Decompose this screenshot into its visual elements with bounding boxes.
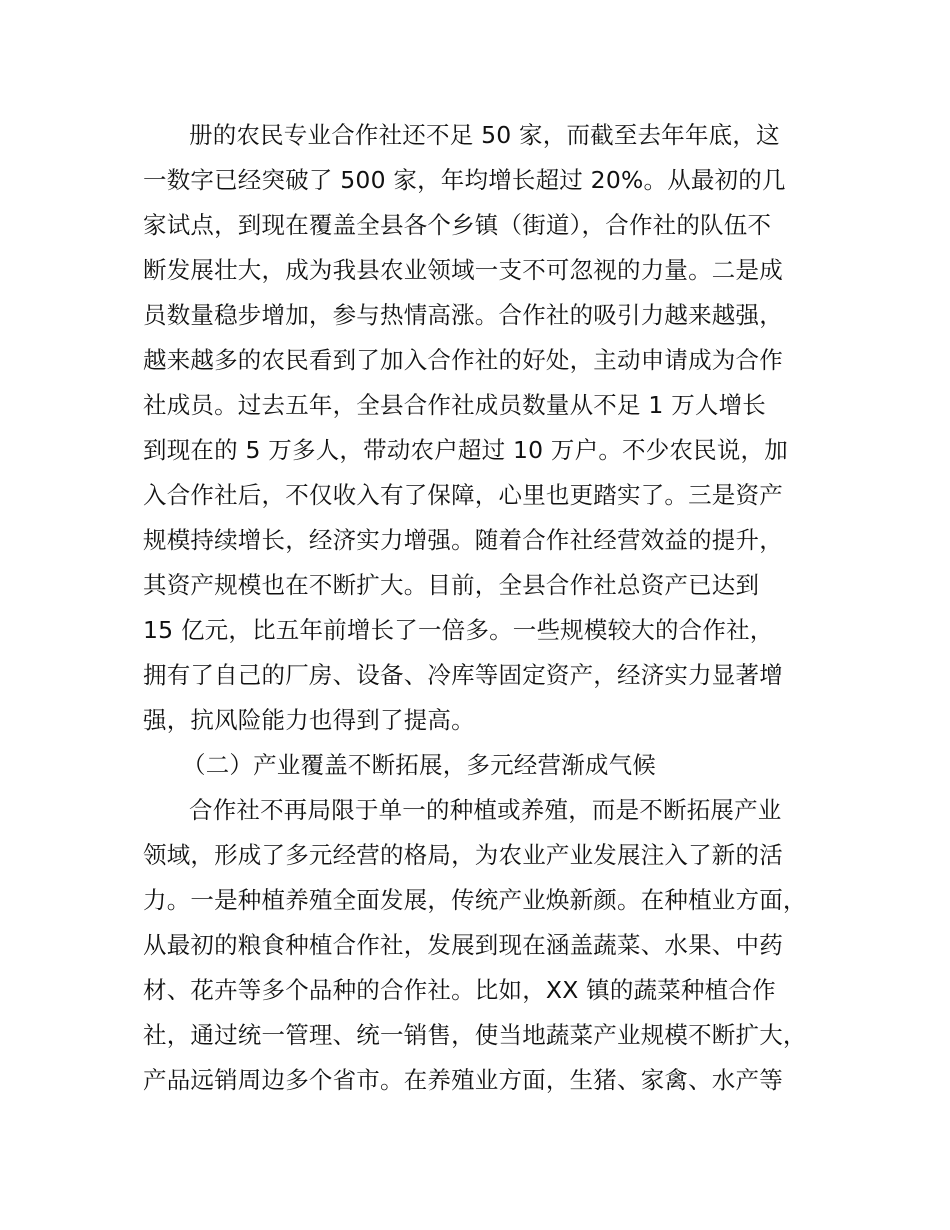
paragraph-line: 社，通过统一管理、统一销售，使当地蔬菜产业规模不断扩大， [143,1021,807,1049]
paragraph-line: 册的农民专业合作社还不足 50 家，而截至去年年底，这 [189,121,780,149]
paragraph-line: 员数量稳步增加，参与热情高涨。合作社的吸引力越来越强， [143,301,783,329]
paragraph-line: 材、花卉等多个品种的合作社。比如，XX 镇的蔬菜种植合作 [143,976,776,1004]
paragraph-line: 家试点，到现在覆盖全县各个乡镇（街道），合作社的队伍不 [143,211,772,239]
section-heading: （二）产业覆盖不断拓展，多元经营渐成气候 [182,751,656,779]
paragraph-line: 从最初的粮食种植合作社，发展到现在涵盖蔬菜、水果、中药 [143,931,783,959]
paragraph-line: 拥有了自己的厂房、设备、冷库等固定资产，经济实力显著增 [143,661,783,689]
paragraph-line: 到现在的 5 万多人，带动农户超过 10 万户。不少农民说，加 [143,436,788,464]
paragraph-line: 社成员。过去五年，全县合作社成员数量从不足 1 万人增长 [143,391,766,419]
paragraph-line: 领域，形成了多元经营的格局，为农业产业发展注入了新的活 [143,841,783,869]
paragraph-line: 入合作社后，不仅收入有了保障，心里也更踏实了。三是资产 [143,481,783,509]
paragraph-line: 合作社不再局限于单一的种植或养殖，而是不断拓展产业 [189,796,782,824]
paragraph-line: 一数字已经突破了 500 家，年均增长超过 20%。从最初的几 [143,166,786,194]
paragraph-line: 强，抗风险能力也得到了提高。 [143,706,475,734]
paragraph-line: 其资产规模也在不断扩大。目前，全县合作社总资产已达到 [143,571,760,599]
paragraph-line: 越来越多的农民看到了加入合作社的好处，主动申请成为合作 [143,346,783,374]
paragraph-line: 产品远销周边多个省市。在养殖业方面，生猪、家禽、水产等 [143,1066,783,1094]
paragraph-line: 规模持续增长，经济实力增强。随着合作社经营效益的提升， [143,526,783,554]
paragraph-line: 力。一是种植养殖全面发展，传统产业焕新颜。在种植业方面， [143,886,807,914]
paragraph-line: 15 亿元，比五年前增长了一倍多。一些规模较大的合作社， [143,616,774,644]
paragraph-line: 断发展壮大，成为我县农业领域一支不可忽视的力量。二是成 [143,256,783,284]
